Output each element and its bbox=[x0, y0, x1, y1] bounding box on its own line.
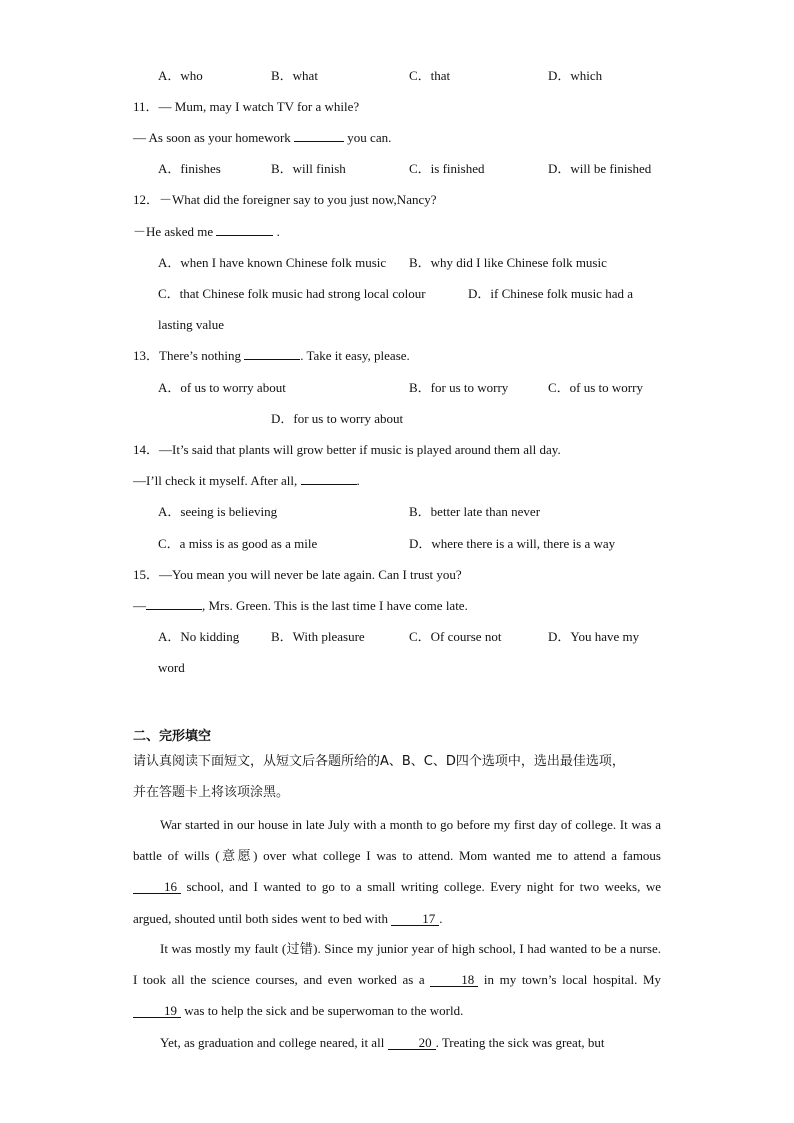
q13-prompt-pre: 13．There’s nothing bbox=[133, 348, 241, 363]
q15-blank bbox=[146, 609, 202, 610]
blank-18[interactable]: 18 bbox=[430, 973, 478, 987]
q14-option-c[interactable]: C．a miss is as good as a mile bbox=[158, 536, 318, 551]
q14-blank bbox=[301, 484, 357, 485]
q14-response bbox=[133, 473, 360, 489]
q12-option-d-continued: lasting value bbox=[158, 317, 225, 332]
q11-option-b[interactable]: B．will finish bbox=[271, 161, 346, 176]
blank-16[interactable]: 16 bbox=[133, 880, 181, 894]
q11-prompt: 11．— Mum, may I watch TV for a while? bbox=[133, 99, 360, 114]
q10-option-c[interactable]: C．that bbox=[409, 68, 451, 83]
q13-prompt bbox=[133, 348, 410, 364]
p3-text-b: . Treating the sick was great, but bbox=[435, 1035, 605, 1050]
q12-response bbox=[133, 224, 280, 240]
q14-response-pre: —I’ll check it myself. After all, bbox=[133, 473, 298, 488]
q15-prompt: 15．—You mean you will never be late again. Can I trust you? bbox=[133, 567, 462, 582]
q14-response-post: . bbox=[356, 473, 360, 488]
section-instructions-line-1: 请认真阅读下面短文，从短文后各题所给的A、B、C、D四个选项中，选出最佳选项， bbox=[133, 754, 625, 769]
q13-option-c[interactable]: C．of us to worry bbox=[548, 380, 643, 395]
passage-paragraph-1 bbox=[133, 809, 661, 934]
q11-response-post: you can. bbox=[347, 130, 392, 145]
blank-19[interactable]: 19 bbox=[133, 1004, 181, 1018]
q14-option-a[interactable]: A．seeing is believing bbox=[158, 504, 278, 519]
p1-text-a: War started in our house in late July with a month to go before my first day of college. It was a battle of wills (意愿) over what college I was to attend. Mom wanted me to attend a famous bbox=[133, 817, 661, 864]
q11-response bbox=[133, 130, 391, 146]
q12-blank bbox=[216, 235, 273, 236]
p2-text-c: was to help the sick and be superwoman to the world. bbox=[184, 1003, 464, 1019]
p2-text-b: in my town’s local hospital. My bbox=[483, 972, 662, 988]
q12-option-a[interactable]: A．when I have known Chinese folk music bbox=[158, 255, 387, 270]
q11-option-c[interactable]: C．is finished bbox=[409, 161, 485, 176]
q15-option-d-continued: word bbox=[158, 660, 185, 675]
q15-option-d[interactable]: D．You have my bbox=[548, 629, 640, 644]
passage-paragraph-2 bbox=[133, 933, 661, 1027]
p1-text-b: school, and I wanted to go to a small writing college. Every night for two weeks, we argued, shouted until both sides went to bed with bbox=[133, 879, 661, 926]
q15-option-b[interactable]: B．With pleasure bbox=[271, 629, 365, 644]
p3-text-a: Yet, as graduation and college neared, it all bbox=[160, 1035, 385, 1050]
p2-text-a: It was mostly my fault (过错). Since my junior year of high school, I had wanted to be a nurse. I took all the science courses, and even worked as a bbox=[133, 941, 661, 988]
q10-option-d[interactable]: D．which bbox=[548, 68, 603, 83]
q15-response-pre: — bbox=[133, 598, 146, 613]
q14-prompt: 14．—It’s said that plants will grow better if music is played around them all day. bbox=[133, 442, 561, 457]
section-heading: 二、完形填空 bbox=[133, 729, 212, 744]
q12-response-pre: －He asked me bbox=[133, 224, 214, 239]
q14-option-d[interactable]: D．where there is a will, there is a way bbox=[409, 536, 616, 551]
q15-response bbox=[133, 598, 468, 614]
q13-prompt-post: . Take it easy, please. bbox=[300, 348, 410, 363]
blank-20[interactable]: 20 bbox=[388, 1036, 436, 1050]
q11-blank bbox=[294, 141, 344, 142]
q15-option-c[interactable]: C．Of course not bbox=[409, 629, 502, 644]
q15-response-post: , Mrs. Green. This is the last time I have come late. bbox=[202, 598, 468, 613]
q13-option-b[interactable]: B．for us to worry bbox=[409, 380, 509, 395]
q13-option-d[interactable]: D．for us to worry about bbox=[271, 411, 404, 426]
q14-option-b[interactable]: B．better late than never bbox=[409, 504, 541, 519]
section-instructions-line-2: 并在答题卡上将该项涂黑。 bbox=[133, 785, 290, 800]
q12-option-c[interactable]: C．that Chinese folk music had strong local colour bbox=[158, 286, 426, 301]
passage-paragraph-3 bbox=[133, 1027, 661, 1058]
q11-response-pre: — As soon as your homework bbox=[133, 130, 291, 145]
q13-blank bbox=[244, 359, 300, 360]
q12-response-post: . bbox=[276, 224, 280, 239]
blank-17[interactable]: 17 bbox=[391, 912, 439, 926]
q10-option-b[interactable]: B．what bbox=[271, 68, 318, 83]
q13-option-a[interactable]: A．of us to worry about bbox=[158, 380, 286, 395]
q12-option-d[interactable]: D．if Chinese folk music had a bbox=[468, 286, 633, 301]
q11-option-d[interactable]: D．will be finished bbox=[548, 161, 652, 176]
q15-option-a[interactable]: A．No kidding bbox=[158, 629, 240, 644]
p1-text-c: . bbox=[439, 910, 443, 926]
q12-prompt: 12．－What did the foreigner say to you just now,Nancy? bbox=[133, 192, 437, 207]
q10-option-a[interactable]: A．who bbox=[158, 68, 203, 83]
q11-option-a[interactable]: A．finishes bbox=[158, 161, 221, 176]
q12-option-b[interactable]: B．why did I like Chinese folk music bbox=[409, 255, 607, 270]
